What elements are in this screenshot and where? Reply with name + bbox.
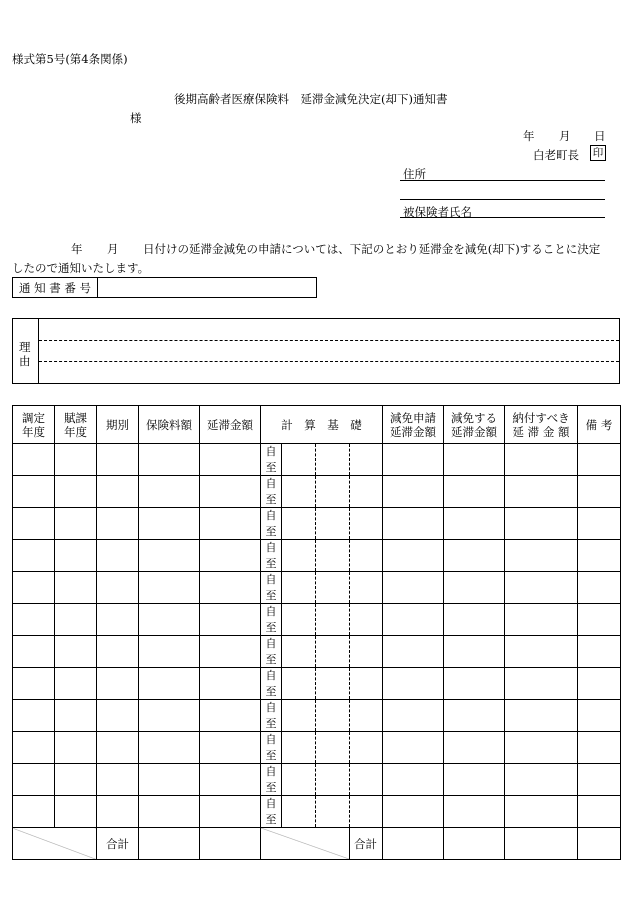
late-fee-amount-cell[interactable] xyxy=(200,508,261,540)
from-label: 自 xyxy=(265,509,277,522)
levy-year-cell[interactable] xyxy=(55,668,97,700)
address-underline-2 xyxy=(400,199,605,200)
remarks-cell[interactable] xyxy=(578,444,621,476)
table-row xyxy=(13,444,621,476)
reason-label-2: 由 xyxy=(19,354,31,368)
requested-reduction-cell[interactable] xyxy=(383,476,444,508)
approved-reduction-cell[interactable] xyxy=(444,764,505,796)
header-levy-year-line: 賦課 xyxy=(64,410,87,425)
calculation-basis-cell[interactable] xyxy=(261,572,383,604)
from-label: 自 xyxy=(265,669,277,682)
remarks-cell[interactable] xyxy=(578,476,621,508)
fiscal-year-cell[interactable] xyxy=(13,476,55,508)
approved-reduction-cell[interactable] xyxy=(444,508,505,540)
premium-amount-cell[interactable] xyxy=(139,764,200,796)
dashed-divider xyxy=(315,540,316,571)
dashed-divider xyxy=(349,444,350,475)
total-blank-basis[interactable] xyxy=(261,828,383,860)
remarks-cell[interactable] xyxy=(578,540,621,572)
total-row xyxy=(13,828,621,860)
total-approved-reduction[interactable] xyxy=(444,828,505,860)
remarks-cell[interactable] xyxy=(578,508,621,540)
payable-late-fee-cell[interactable] xyxy=(505,796,578,828)
from-label: 自 xyxy=(265,637,277,650)
dashed-divider xyxy=(315,732,316,763)
from-to-labels xyxy=(261,444,282,475)
levy-year-cell[interactable] xyxy=(55,636,97,668)
to-label: 至 xyxy=(265,620,277,634)
approved-reduction-cell[interactable] xyxy=(444,732,505,764)
from-to-labels xyxy=(261,476,282,507)
dashed-divider xyxy=(315,796,316,827)
total-late-fee-amount[interactable] xyxy=(200,828,261,860)
dashed-divider xyxy=(349,796,350,827)
header-remarks xyxy=(578,406,621,444)
period-cell[interactable] xyxy=(97,508,139,540)
from-label: 自 xyxy=(265,445,277,458)
levy-year-cell[interactable] xyxy=(55,444,97,476)
body-year: 年 xyxy=(71,242,83,256)
header-levy-year xyxy=(55,406,97,444)
late-fee-amount-cell[interactable] xyxy=(200,764,261,796)
from-to-labels xyxy=(261,700,282,731)
table-row xyxy=(13,540,621,572)
period-cell[interactable] xyxy=(97,540,139,572)
from-to-labels xyxy=(261,572,282,603)
fiscal-year-cell[interactable] xyxy=(13,668,55,700)
payable-late-fee-cell[interactable] xyxy=(505,732,578,764)
period-cell[interactable] xyxy=(97,572,139,604)
approved-reduction-cell[interactable] xyxy=(444,636,505,668)
approved-reduction-cell[interactable] xyxy=(444,476,505,508)
dashed-divider xyxy=(349,540,350,571)
total-payable-late-fee[interactable] xyxy=(505,828,578,860)
approved-reduction-cell[interactable] xyxy=(444,540,505,572)
header-payable-late-fee-line: 延 滞 金 額 xyxy=(512,424,570,439)
calculation-basis-cell[interactable] xyxy=(261,540,383,572)
table-row xyxy=(13,668,621,700)
issuer-seal: 印 xyxy=(590,145,606,161)
approved-reduction-cell[interactable] xyxy=(444,796,505,828)
total-requested-reduction[interactable] xyxy=(383,828,444,860)
table-row xyxy=(13,764,621,796)
to-label: 至 xyxy=(265,684,277,698)
requested-reduction-cell[interactable] xyxy=(383,668,444,700)
fiscal-year-cell[interactable] xyxy=(13,604,55,636)
header-requested-reduction xyxy=(383,406,444,444)
reason-label-1: 理 xyxy=(19,340,31,354)
period-cell[interactable] xyxy=(97,476,139,508)
late-fee-amount-cell[interactable] xyxy=(200,668,261,700)
levy-year-cell[interactable] xyxy=(55,540,97,572)
requested-reduction-cell[interactable] xyxy=(383,444,444,476)
insured-name-label: 被保険者氏名 xyxy=(403,205,472,219)
dashed-divider xyxy=(349,668,350,699)
table-row xyxy=(13,700,621,732)
dashed-divider xyxy=(315,476,316,507)
dashed-divider xyxy=(315,444,316,475)
remarks-cell[interactable] xyxy=(578,732,621,764)
fiscal-year-cell[interactable] xyxy=(13,572,55,604)
table-row xyxy=(13,572,621,604)
dashed-divider xyxy=(349,604,350,635)
to-label: 至 xyxy=(265,716,277,730)
header-late-fee-amount xyxy=(200,406,261,444)
dashed-divider xyxy=(349,636,350,667)
payable-late-fee-cell[interactable] xyxy=(505,508,578,540)
period-cell[interactable] xyxy=(97,636,139,668)
header-payable-late-fee-line: 納付すべき xyxy=(512,410,570,425)
reason-label-cell xyxy=(13,319,39,383)
header-calculation-basis-line: 計 算 基 礎 xyxy=(281,417,362,432)
levy-year-cell[interactable] xyxy=(55,604,97,636)
to-label: 至 xyxy=(265,588,277,602)
payable-late-fee-cell[interactable] xyxy=(505,572,578,604)
header-requested-reduction-line: 減免申請 xyxy=(390,410,436,425)
to-label: 至 xyxy=(265,556,277,570)
requested-reduction-cell[interactable] xyxy=(383,700,444,732)
calculation-basis-cell[interactable] xyxy=(261,796,383,828)
body-line1: 日付けの延滞金減免の申請については、下記のとおり延滞金を減免(却下)することに決定 xyxy=(143,242,601,256)
calculation-basis-cell[interactable] xyxy=(261,476,383,508)
from-label: 自 xyxy=(265,541,277,554)
header-premium-amount-line: 保険料額 xyxy=(146,417,192,432)
body-line2: したので通知いたします。 xyxy=(12,261,150,275)
to-label: 至 xyxy=(265,524,277,538)
from-label: 自 xyxy=(265,733,277,746)
fiscal-year-cell[interactable] xyxy=(13,732,55,764)
fiscal-year-cell[interactable] xyxy=(13,764,55,796)
header-fiscal-year-line: 年度 xyxy=(22,424,45,439)
levy-year-cell[interactable] xyxy=(55,796,97,828)
late-fee-amount-cell[interactable] xyxy=(200,572,261,604)
remarks-cell[interactable] xyxy=(578,796,621,828)
header-levy-year-line: 年度 xyxy=(64,424,87,439)
header-late-fee-amount-line: 延滞金額 xyxy=(207,417,253,432)
requested-reduction-cell[interactable] xyxy=(383,572,444,604)
levy-year-cell[interactable] xyxy=(55,476,97,508)
from-to-labels xyxy=(261,796,282,827)
from-label: 自 xyxy=(265,797,277,810)
approved-reduction-cell[interactable] xyxy=(444,572,505,604)
period-cell[interactable] xyxy=(97,668,139,700)
header-calculation-basis xyxy=(261,406,383,444)
header-period xyxy=(97,406,139,444)
calculation-basis-cell[interactable] xyxy=(261,636,383,668)
from-to-labels xyxy=(261,764,282,795)
body-month: 月 xyxy=(107,242,119,256)
address-label: 住所 xyxy=(403,167,426,181)
header-approved-reduction xyxy=(444,406,505,444)
levy-year-cell[interactable] xyxy=(55,508,97,540)
period-cell[interactable] xyxy=(97,732,139,764)
to-label: 至 xyxy=(265,748,277,762)
premium-amount-cell[interactable] xyxy=(139,636,200,668)
late-fee-amount-cell[interactable] xyxy=(200,796,261,828)
late-fee-amount-cell[interactable] xyxy=(200,444,261,476)
requested-reduction-cell[interactable] xyxy=(383,636,444,668)
fiscal-year-cell[interactable] xyxy=(13,508,55,540)
calculation-basis-cell[interactable] xyxy=(261,732,383,764)
approved-reduction-cell[interactable] xyxy=(444,668,505,700)
payable-late-fee-cell[interactable] xyxy=(505,444,578,476)
header-approved-reduction-line: 減免する xyxy=(451,410,497,425)
premium-amount-cell[interactable] xyxy=(139,476,200,508)
payable-late-fee-cell[interactable] xyxy=(505,764,578,796)
from-label: 自 xyxy=(265,573,277,586)
from-label: 自 xyxy=(265,701,277,714)
reason-line-1 xyxy=(39,340,619,341)
late-fee-amount-cell[interactable] xyxy=(200,476,261,508)
late-fee-amount-cell[interactable] xyxy=(200,700,261,732)
late-fee-amount-cell[interactable] xyxy=(200,604,261,636)
late-fee-amount-cell[interactable] xyxy=(200,540,261,572)
header-remarks-line: 備 考 xyxy=(585,417,613,432)
payable-late-fee-cell[interactable] xyxy=(505,604,578,636)
requested-reduction-cell[interactable] xyxy=(383,732,444,764)
requested-reduction-cell[interactable] xyxy=(383,604,444,636)
premium-amount-cell[interactable] xyxy=(139,700,200,732)
header-requested-reduction-line: 延滞金額 xyxy=(390,424,436,439)
remarks-cell[interactable] xyxy=(578,636,621,668)
dashed-divider xyxy=(349,476,350,507)
to-label: 至 xyxy=(265,812,277,826)
dashed-divider xyxy=(315,636,316,667)
calculation-basis-cell[interactable] xyxy=(261,764,383,796)
period-cell[interactable] xyxy=(97,764,139,796)
payable-late-fee-cell[interactable] xyxy=(505,636,578,668)
table-row xyxy=(13,604,621,636)
header-payable-late-fee xyxy=(505,406,578,444)
premium-amount-cell[interactable] xyxy=(139,796,200,828)
dashed-divider xyxy=(349,508,350,539)
table-row xyxy=(13,636,621,668)
insured-name-underline xyxy=(400,217,605,218)
from-to-labels xyxy=(261,668,282,699)
diagonal-strike xyxy=(261,828,350,859)
calculation-basis-cell[interactable] xyxy=(261,604,383,636)
notice-number-label: 通 知 書 番 号 xyxy=(13,278,98,298)
date-year-label: 年 xyxy=(523,129,535,143)
payable-late-fee-cell[interactable] xyxy=(505,476,578,508)
issuer-title: 白老町長 xyxy=(533,148,579,162)
total-label-right: 合計 xyxy=(354,836,377,851)
period-cell[interactable] xyxy=(97,444,139,476)
date-month-label: 月 xyxy=(559,129,571,143)
payable-late-fee-cell[interactable] xyxy=(505,540,578,572)
from-label: 自 xyxy=(265,605,277,618)
levy-year-cell[interactable] xyxy=(55,700,97,732)
calculation-table xyxy=(12,405,621,860)
premium-amount-cell[interactable] xyxy=(139,508,200,540)
header-fiscal-year xyxy=(13,406,55,444)
total-remarks[interactable] xyxy=(578,828,621,860)
premium-amount-cell[interactable] xyxy=(139,444,200,476)
table-header-row xyxy=(13,406,621,444)
to-label: 至 xyxy=(265,492,277,506)
table-row xyxy=(13,796,621,828)
remarks-cell[interactable] xyxy=(578,700,621,732)
table-row xyxy=(13,476,621,508)
from-label: 自 xyxy=(265,477,277,490)
approved-reduction-cell[interactable] xyxy=(444,700,505,732)
to-label: 至 xyxy=(265,780,277,794)
header-approved-reduction-line: 延滞金額 xyxy=(451,424,497,439)
remarks-cell[interactable] xyxy=(578,668,621,700)
calculation-basis-cell[interactable] xyxy=(261,444,383,476)
calculation-basis-cell[interactable] xyxy=(261,668,383,700)
table-row xyxy=(13,732,621,764)
to-label: 至 xyxy=(265,652,277,666)
remarks-cell[interactable] xyxy=(578,604,621,636)
payable-late-fee-cell[interactable] xyxy=(505,700,578,732)
levy-year-cell[interactable] xyxy=(55,572,97,604)
form-number: 様式第5号(第4条関係) xyxy=(12,52,128,66)
dashed-divider xyxy=(315,700,316,731)
dashed-divider xyxy=(349,572,350,603)
from-to-labels xyxy=(261,540,282,571)
late-fee-amount-cell[interactable] xyxy=(200,732,261,764)
dashed-divider xyxy=(349,732,350,763)
dashed-divider xyxy=(349,764,350,795)
from-to-labels xyxy=(261,636,282,667)
header-period-line: 期別 xyxy=(106,417,129,432)
fiscal-year-cell[interactable] xyxy=(13,636,55,668)
premium-amount-cell[interactable] xyxy=(139,540,200,572)
dashed-divider xyxy=(315,572,316,603)
total-premium-amount[interactable] xyxy=(139,828,200,860)
fiscal-year-cell[interactable] xyxy=(13,444,55,476)
address-underline xyxy=(400,180,605,181)
premium-amount-cell[interactable] xyxy=(139,732,200,764)
premium-amount-cell[interactable] xyxy=(139,668,200,700)
dashed-divider xyxy=(315,668,316,699)
dashed-divider xyxy=(315,764,316,795)
approved-reduction-cell[interactable] xyxy=(444,604,505,636)
requested-reduction-cell[interactable] xyxy=(383,796,444,828)
requested-reduction-cell[interactable] xyxy=(383,764,444,796)
page-title: 後期高齢者医療保険料 延滞金減免決定(却下)通知書 xyxy=(174,92,448,106)
dashed-divider xyxy=(349,700,350,731)
period-cell[interactable] xyxy=(97,700,139,732)
payable-late-fee-cell[interactable] xyxy=(505,668,578,700)
notice-number-field[interactable] xyxy=(98,278,317,298)
remarks-cell[interactable] xyxy=(578,572,621,604)
table-row xyxy=(13,508,621,540)
calculation-basis-cell[interactable] xyxy=(261,700,383,732)
fiscal-year-cell[interactable] xyxy=(13,540,55,572)
late-fee-amount-cell[interactable] xyxy=(200,636,261,668)
period-cell[interactable] xyxy=(97,604,139,636)
fiscal-year-cell[interactable] xyxy=(13,796,55,828)
header-premium-amount xyxy=(139,406,200,444)
reason-box xyxy=(12,318,620,384)
calculation-basis-cell[interactable] xyxy=(261,508,383,540)
levy-year-cell[interactable] xyxy=(55,764,97,796)
total-label-left: 合計 xyxy=(97,828,139,860)
levy-year-cell[interactable] xyxy=(55,732,97,764)
requested-reduction-cell[interactable] xyxy=(383,508,444,540)
approved-reduction-cell[interactable] xyxy=(444,444,505,476)
premium-amount-cell[interactable] xyxy=(139,604,200,636)
total-blank-left[interactable] xyxy=(13,828,97,860)
addressee-suffix: 様 xyxy=(130,111,142,125)
reason-line-2 xyxy=(39,361,619,362)
period-cell[interactable] xyxy=(97,796,139,828)
notice-number-table xyxy=(12,277,317,298)
fiscal-year-cell[interactable] xyxy=(13,700,55,732)
to-label: 至 xyxy=(265,460,277,474)
from-to-labels xyxy=(261,508,282,539)
header-fiscal-year-line: 調定 xyxy=(22,410,45,425)
dashed-divider xyxy=(315,604,316,635)
date-day-label: 日 xyxy=(594,129,606,143)
remarks-cell[interactable] xyxy=(578,764,621,796)
from-to-labels xyxy=(261,604,282,635)
premium-amount-cell[interactable] xyxy=(139,572,200,604)
requested-reduction-cell[interactable] xyxy=(383,540,444,572)
from-label: 自 xyxy=(265,765,277,778)
dashed-divider xyxy=(315,508,316,539)
from-to-labels xyxy=(261,732,282,763)
